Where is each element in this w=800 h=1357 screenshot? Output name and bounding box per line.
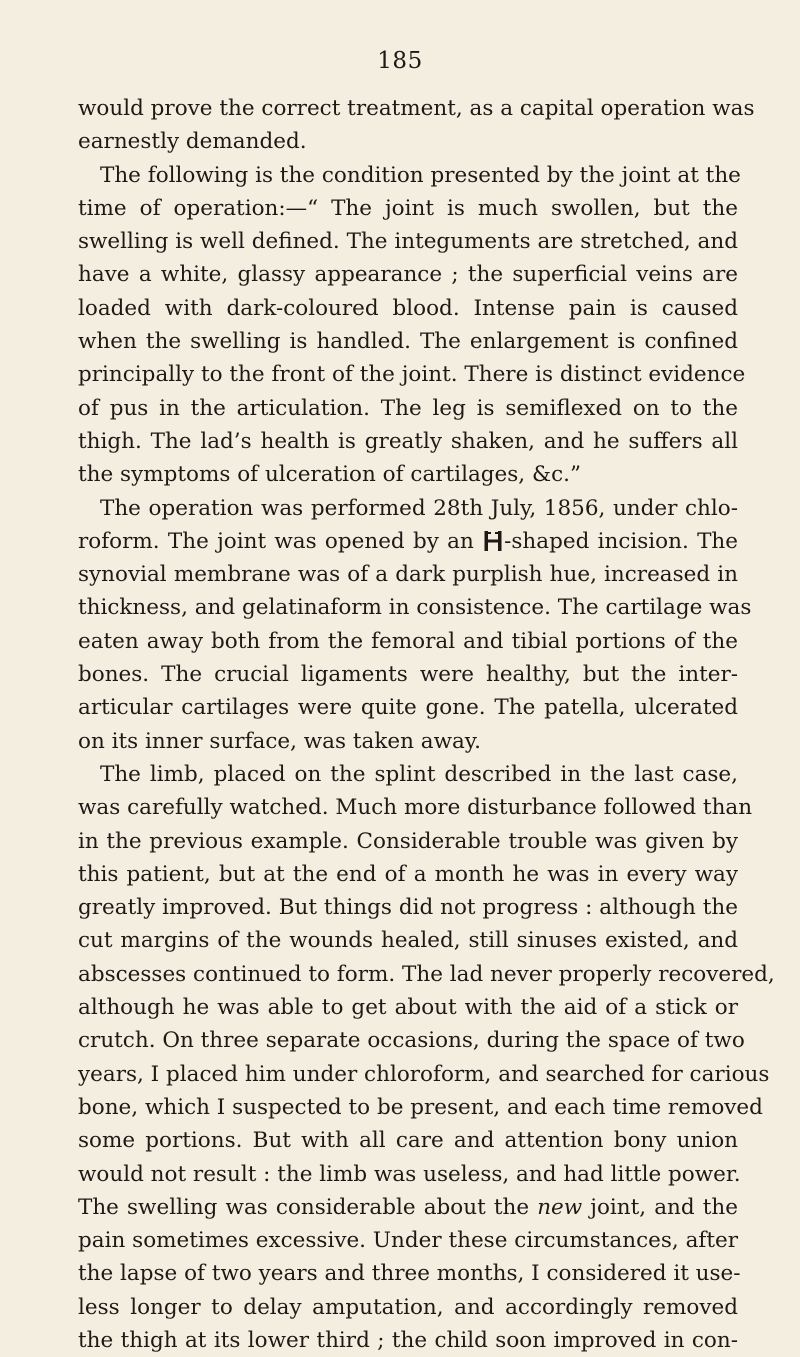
text-line: of pus in the articulation. The leg is semiflexed on to the <box>78 395 738 421</box>
text-line: The limb, placed on the splint described in the last case, <box>100 761 738 787</box>
text-line: some portions. But with all care and attention bony union <box>78 1128 738 1154</box>
text-line: swelling is well defined. The integuments are stretched, and <box>78 229 738 255</box>
text-line: would not result : the limb was useless, and had little power. <box>78 1161 741 1187</box>
text-segment: joint, and the <box>590 1194 738 1220</box>
text-line: on its inner surface, was taken away. <box>78 728 481 754</box>
text-line: greatly improved. But things did not progress : although the <box>78 895 738 921</box>
text-line: bone, which I suspected to be present, and each time removed <box>78 1094 763 1120</box>
text-line: synovial membrane was of a dark purplish hue, increased in <box>78 562 738 588</box>
text-line: crutch. On three separate occasions, during the space of two <box>78 1028 745 1054</box>
text-segment: -shaped incision. The <box>504 528 738 554</box>
text-line: The operation was performed 28th July, 1856, under chlo- <box>100 495 738 521</box>
text-line: abscesses continued to form. The lad never properly recovered, <box>78 961 775 987</box>
h-shaped-incision-icon <box>483 530 503 552</box>
text-segment: The swelling was considerable about the <box>78 1194 530 1220</box>
text-line: the thigh at its lower third ; the child soon improved in con- <box>78 1327 738 1353</box>
text-line <box>78 1191 738 1224</box>
body-text <box>78 92 775 1357</box>
text-line <box>78 525 738 558</box>
text-line: years, I placed him under chloroform, and searched for carious <box>78 1061 770 1087</box>
text-line: was carefully watched. Much more disturbance followed than <box>78 795 753 821</box>
text-segment: roform. The joint was opened by an <box>78 528 474 554</box>
text-line: The following is the condition presented by the joint at the <box>100 162 741 188</box>
text-line: earnestly demanded. <box>78 129 307 155</box>
text-line: less longer to delay amputation, and accordingly removed <box>78 1294 738 1320</box>
text-line: the symptoms of ulceration of cartilages, &c.” <box>78 462 581 488</box>
text-line: when the swelling is handled. The enlargement is confined <box>78 329 738 355</box>
text-line: this patient, but at the end of a month he was in every way <box>78 861 738 887</box>
text-line: although he was able to get about with the aid of a stick or <box>78 995 738 1021</box>
text-line: pain sometimes excessive. Under these circumstances, after <box>78 1228 738 1254</box>
text-line: in the previous example. Considerable trouble was given by <box>78 828 738 854</box>
text-line: principally to the front of the joint. There is distinct evidence <box>78 362 746 388</box>
page-number: 185 <box>377 48 423 74</box>
text-line: thigh. The lad’s health is greatly shaken, and he suffers all <box>78 428 738 454</box>
text-line: cut margins of the wounds healed, still sinuses existed, and <box>78 928 738 954</box>
text-line: bones. The crucial ligaments were healthy, but the inter- <box>78 662 738 688</box>
text-line: articular cartilages were quite gone. The patella, ulcerated <box>78 695 738 721</box>
text-line: thickness, and gelatinaform in consistence. The cartilage was <box>78 595 752 621</box>
text-line: loaded with dark-coloured blood. Intense pain is caused <box>78 295 738 321</box>
text-line: would prove the correct treatment, as a capital operation was <box>78 96 755 121</box>
text-line: the lapse of two years and three months, I considered it use- <box>78 1261 741 1287</box>
text-line: have a white, glassy appearance ; the superficial veins are <box>78 262 738 288</box>
text-line: eaten away both from the femoral and tibial portions of the <box>78 628 738 654</box>
text-line: time of operation:—“ The joint is much swollen, but the <box>78 195 738 221</box>
italic-word: new <box>537 1194 583 1220</box>
